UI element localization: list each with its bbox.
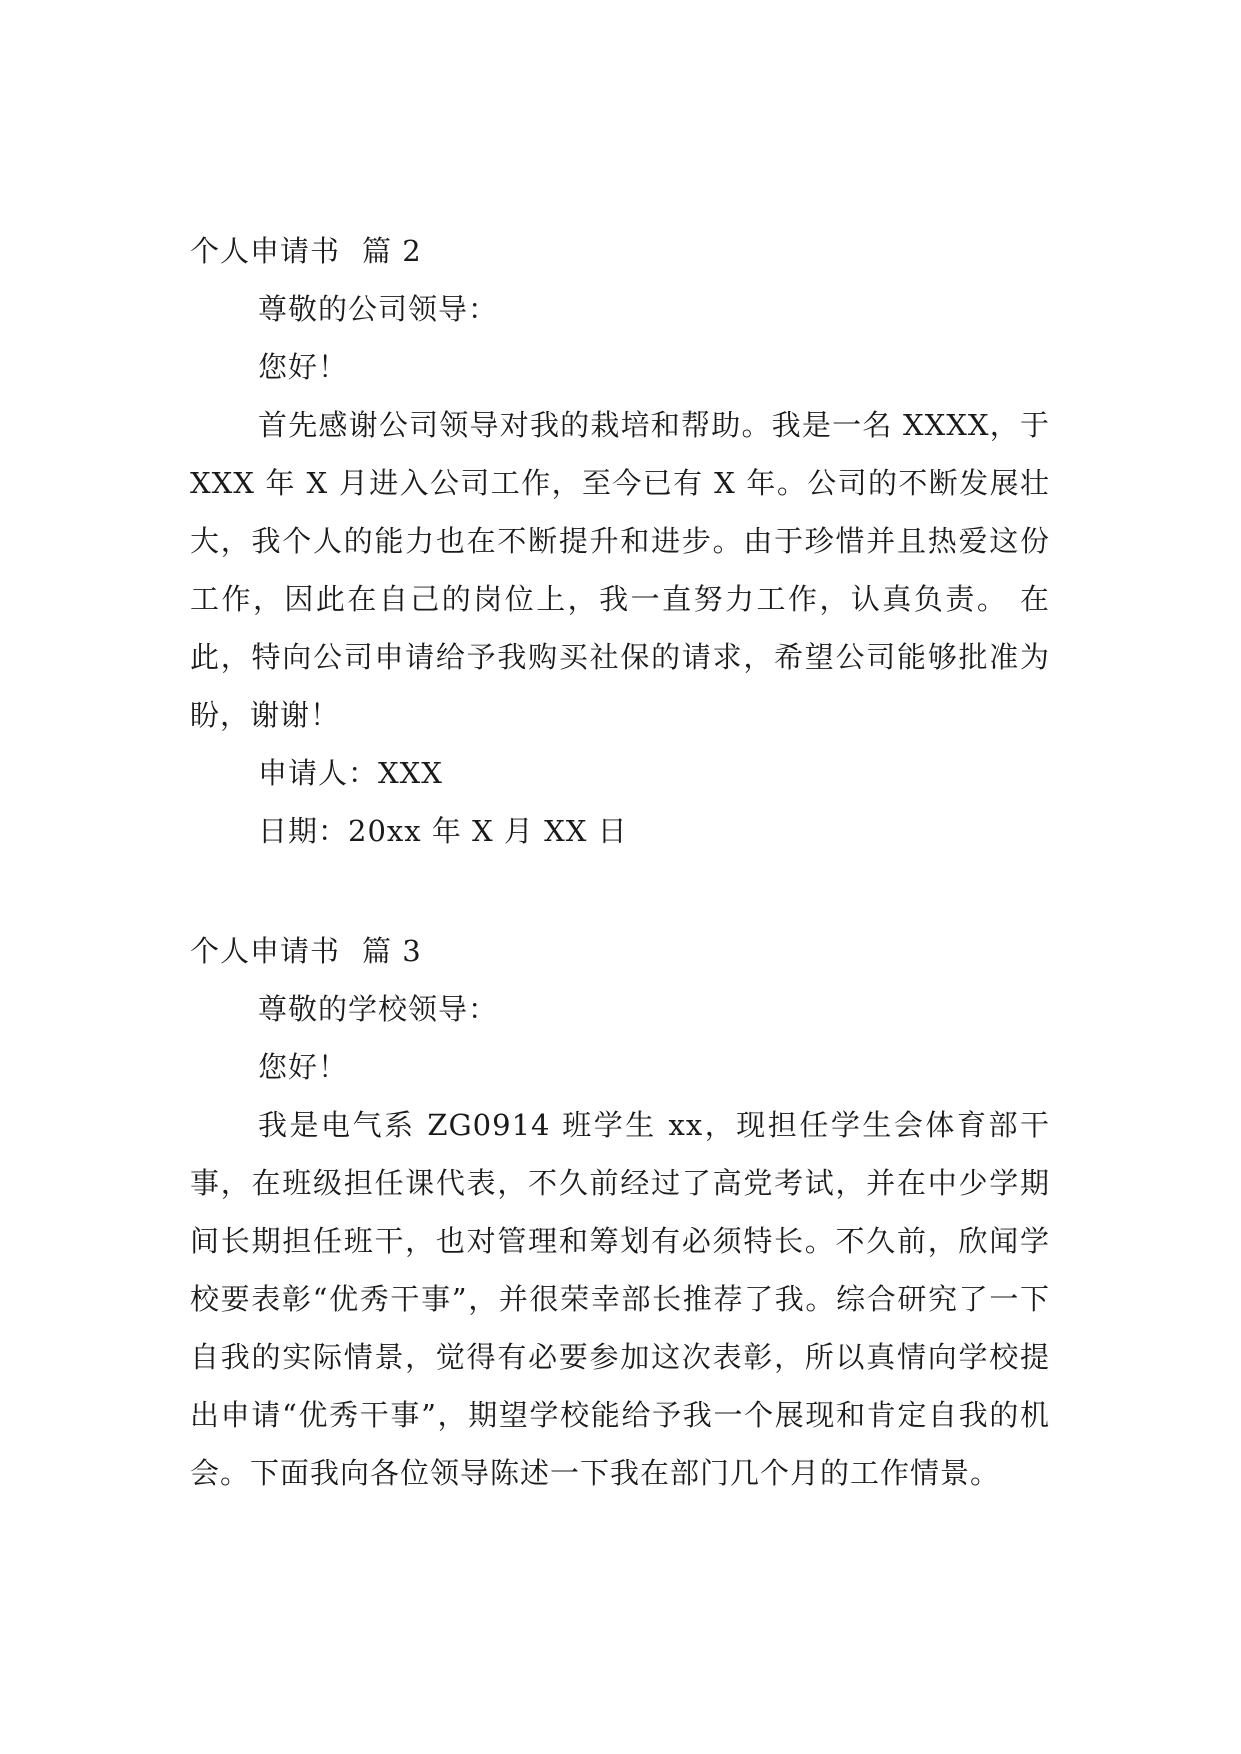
greeting: 您好！ — [258, 1050, 349, 1084]
application-section-2 — [190, 222, 1050, 860]
application-section-3 — [190, 922, 1050, 1502]
section-title: 个人申请书 — [190, 234, 341, 268]
section-heading — [190, 222, 1050, 280]
section-part-number: 篇 2 — [362, 234, 422, 268]
greeting: 您好！ — [258, 350, 349, 384]
applicant-line: 申请人：XXX — [258, 756, 443, 790]
body-paragraph: 首先感谢公司领导对我的栽培和帮助。我是一名 XXXX，于 XXX 年 X 月进入公司工作，至今已有 X 年。公司的不断发展壮大，我个人的能力也在不断提升和进步。由于珍惜并且热爱这份工作，因此在自己的岗位上，我一直努力工作，认真负责。 在此，特向公司申请给予我购买社保的请求，希望公司能够批准为盼，谢谢！ — [190, 408, 1050, 732]
section-heading — [190, 922, 1050, 980]
section-part-number: 篇 3 — [362, 934, 422, 968]
section-title: 个人申请书 — [190, 934, 341, 968]
salutation: 尊敬的学校领导： — [258, 992, 499, 1026]
date-line: 日期：20xx 年 X 月 XX 日 — [258, 814, 628, 848]
salutation: 尊敬的公司领导： — [258, 292, 499, 326]
body-paragraph: 我是电气系 ZG0914 班学生 xx，现担任学生会体育部干事，在班级担任课代表，不久前经过了高党考试，并在中少学期间长期担任班干，也对管理和筹划有必须特长。不久前，欣闻学校要表彰“优秀干事”，并很荣幸部长推荐了我。综合研究了一下自我的实际情景，觉得有必要参加这次表彰，所以真情向学校提出申请“优秀干事”，期望学校能给予我一个展现和肯定自我的机会。下面我向各位领导陈述一下我在部门几个月的工作情景。 — [190, 1108, 1050, 1490]
